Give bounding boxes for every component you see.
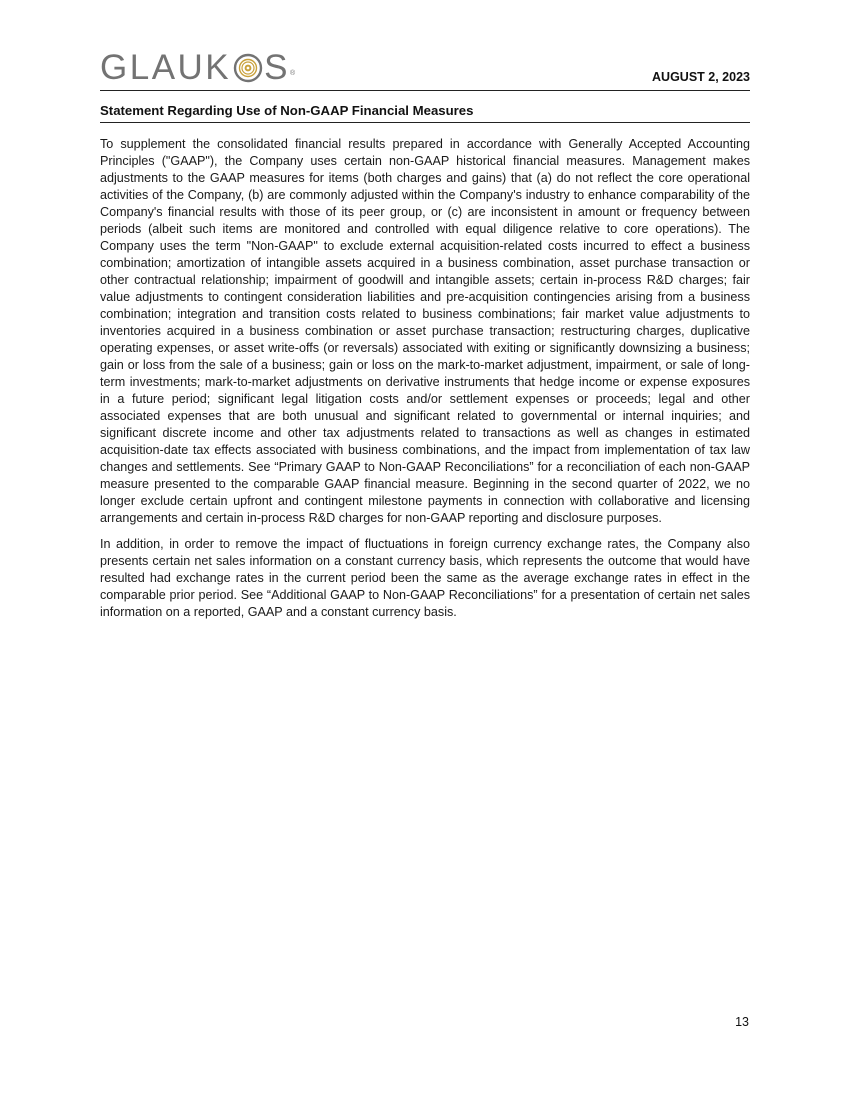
paragraph-non-gaap-definition: To supplement the consolidated financial results prepared in accordance with Generally Accepted Accounting Principles ("GAAP"), the Company uses certain non-GAAP historical financial measures. Management makes adjustments to the GAAP measures for items (both charges and gains) that (a) do not reflect the core operational activities of the Company, (b) are commonly adjusted within the Company's industry to enhance comparability of the Company's financial results with those of its peer group, or (c) are inconsistent in amount or frequency between periods (albeit such items are monitored and controlled with equal diligence relative to core operations). The Company uses the term "Non-GAAP" to exclude external acquisition-related costs incurred to effect a business combination; amortization of intangible assets acquired in a business combination, asset purchase transaction or other contractual relationship; impairment of goodwill and intangible assets; certain in-process R&D charges; fair value adjustments to contingent consideration liabilities and pre-acquisition contingencies arising from a business combination; integration and transition costs related to business combinations; fair market value adjustments to inventories acquired in a business combination or asset purchase transaction; restructuring charges, duplicative operating expenses, or asset write-offs (or reversals) associated with exiting or significantly downsizing a business; gain or loss from the sale of a business; gain or loss on the mark-to-market adjustment, impairment, or sale of long-term investments; mark-to-market adjustments on derivative instruments that hedge income or expense exposures in a future period; significant legal litigation costs and/or settlement expenses or proceeds; legal and other associated expenses that are both unusual and significant related to governmental or internal inquiries; and significant discrete income and other tax adjustments related to transactions as well as changes in estimated acquisition-date tax effects associated with business combinations, and the impact from implementation of tax law changes and settlements. See “Primary GAAP to Non-GAAP Reconciliations” for a reconciliation of each non-GAAP measure presented to the comparable GAAP financial measure. Beginning in the second quarter of 2022, we no longer exclude certain upfront and contingent milestone payments in connection with collaborative and licensing arrangements and certain in-process R&D charges for non-GAAP reporting and disclosure purposes. bbox=[100, 137, 750, 525]
section-title-underline bbox=[100, 122, 750, 123]
logo-registered-mark: ® bbox=[290, 70, 296, 77]
report-date: AUGUST 2, 2023 bbox=[652, 70, 750, 84]
logo-text-left: GLAUK bbox=[100, 48, 232, 87]
page-header bbox=[100, 48, 750, 90]
glaukos-logo bbox=[100, 48, 295, 88]
header-divider bbox=[100, 90, 750, 91]
logo-text-right: S bbox=[264, 48, 291, 87]
logo-eye-icon bbox=[233, 53, 263, 83]
section-title: Statement Regarding Use of Non-GAAP Financial Measures bbox=[100, 103, 474, 118]
paragraph-constant-currency: In addition, in order to remove the impact of fluctuations in foreign currency exchange rates, the Company also presents certain net sales information on a constant currency basis, which represents the outcome that would have resulted had exchange rates in the current period been the same as the average exchange rates in effect in the comparable prior period. See “Additional GAAP to Non-GAAP Reconciliations” for a presentation of certain net sales information on a reported, GAAP and a constant currency basis. bbox=[100, 537, 750, 619]
page-number: 13 bbox=[735, 1015, 749, 1029]
section-body bbox=[100, 136, 750, 630]
